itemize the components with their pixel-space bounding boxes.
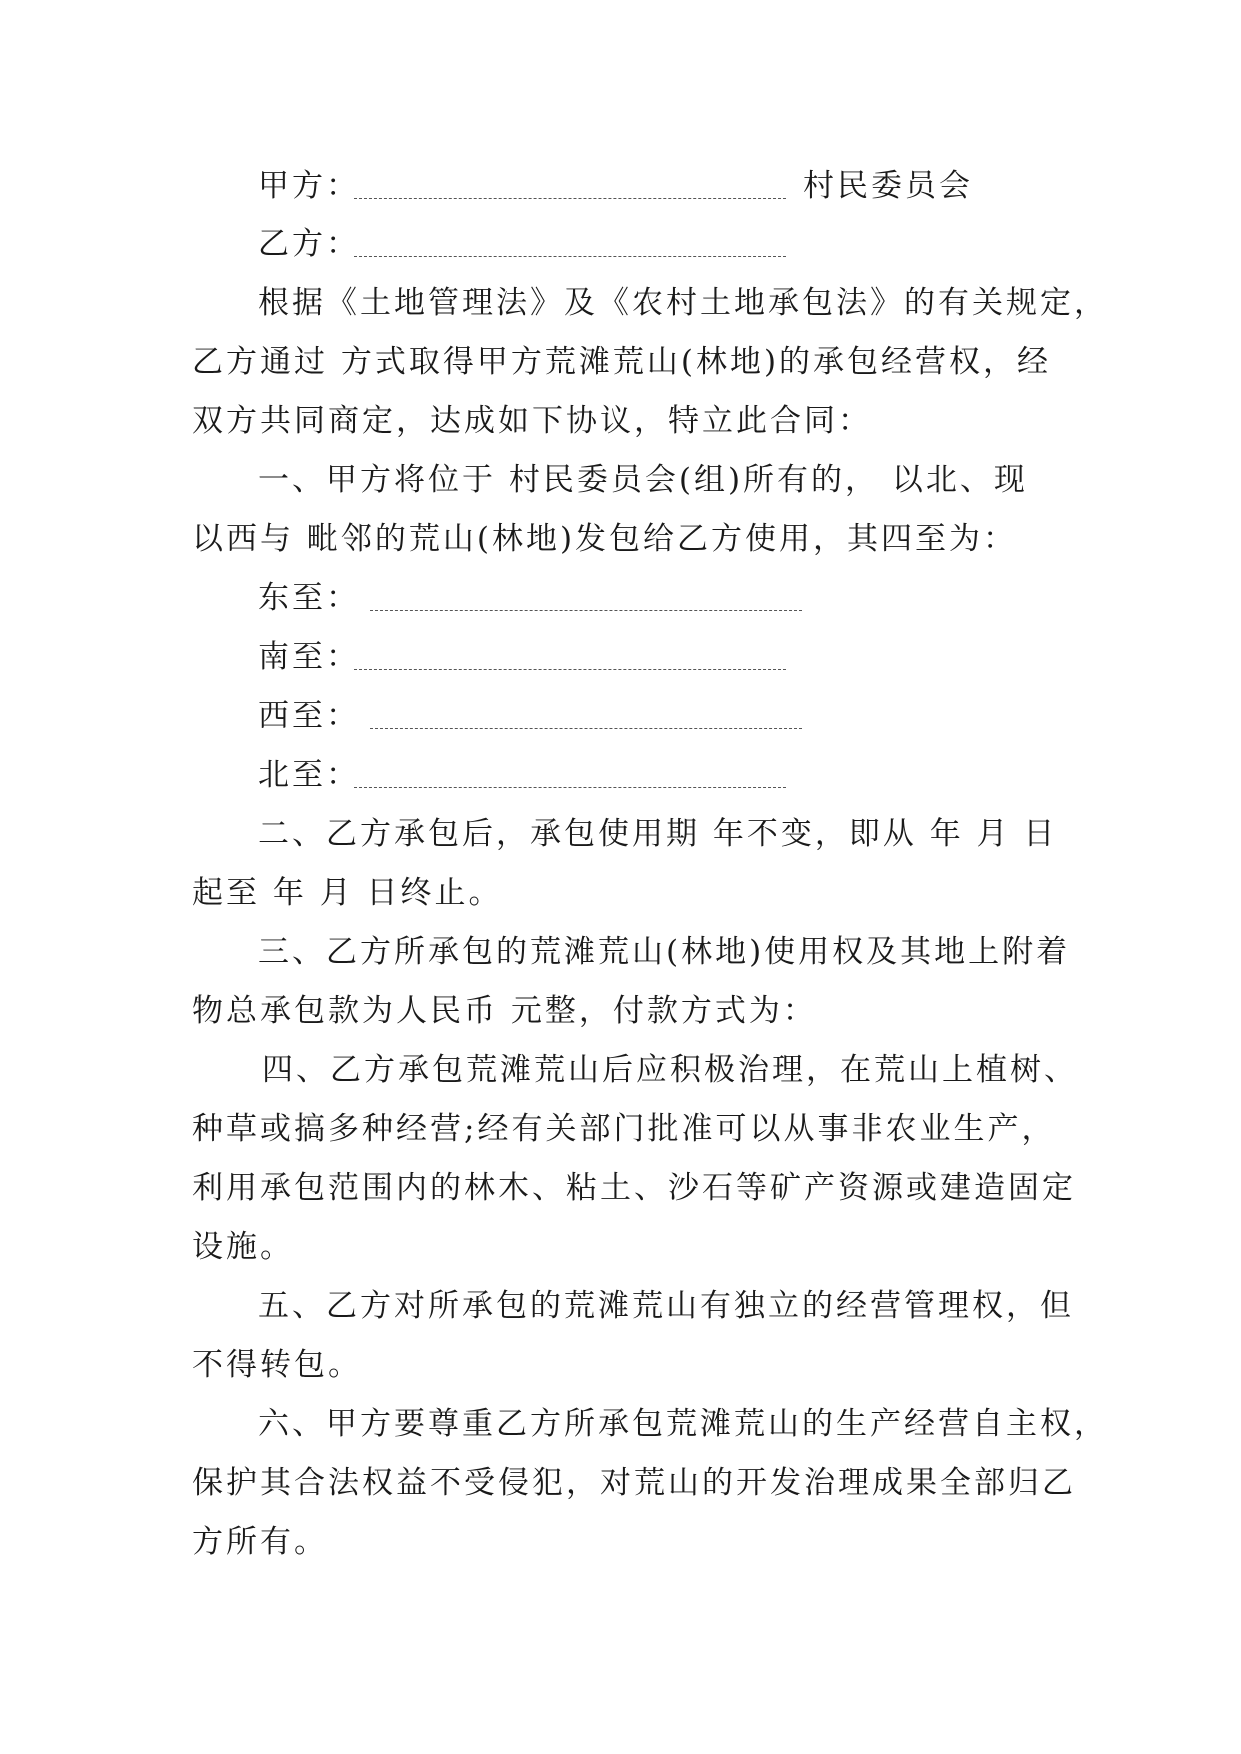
party-a-label: 甲方：	[258, 168, 360, 204]
party-b-label: 乙方：	[258, 226, 360, 262]
boundary-east-blank	[370, 610, 802, 611]
clause4-line-2: 种草或搞多种经营;经有关部门批准可以从事非农业生产，	[192, 1111, 1056, 1147]
boundary-west-blank	[370, 728, 802, 729]
clause2-line-1: 二、乙方承包后，承包使用期 年不变，即从 年 月 日	[258, 816, 1058, 852]
clause5-line-1: 五、乙方对所承包的荒滩荒山有独立的经营管理权，但	[258, 1288, 1074, 1324]
clause2-line-2: 起至 年 月 日终止。	[192, 875, 503, 911]
boundary-south-label: 南至：	[258, 639, 360, 675]
clause4-line-4: 设施。	[192, 1229, 294, 1265]
clause6-line-3: 方所有。	[192, 1524, 328, 1560]
clause4-line-1: 四、乙方承包荒滩荒山后应积极治理，在荒山上植树、	[262, 1052, 1078, 1088]
clause6-line-1: 六、甲方要尊重乙方所承包荒滩荒山的生产经营自主权，	[258, 1406, 1108, 1442]
intro-line-1: 根据《土地管理法》及《农村土地承包法》的有关规定，	[258, 285, 1108, 321]
clause4-line-3: 利用承包范围内的林木、粘土、沙石等矿产资源或建造固定	[192, 1170, 1076, 1206]
clause6-line-2: 保护其合法权益不受侵犯，对荒山的开发治理成果全部归乙	[192, 1465, 1076, 1501]
clause3-line-2: 物总承包款为人民币 元整，付款方式为：	[192, 993, 817, 1029]
boundary-north-label: 北至：	[258, 757, 360, 793]
intro-line-3: 双方共同商定，达成如下协议，特立此合同：	[192, 403, 872, 439]
boundary-east-label: 东至：	[258, 580, 360, 616]
party-a-suffix: 村民委员会	[803, 168, 973, 204]
clause1-line-1: 一、甲方将位于 村民委员会(组)所有的， 以北、现	[258, 462, 1028, 498]
clause3-line-1: 三、乙方所承包的荒滩荒山(林地)使用权及其地上附着	[258, 934, 1071, 970]
intro-line-2: 乙方通过 方式取得甲方荒滩荒山(林地)的承包经营权，经	[192, 344, 1052, 380]
party-a-blank	[354, 198, 786, 199]
boundary-west-label: 西至：	[258, 698, 360, 734]
boundary-south-blank	[354, 669, 786, 670]
boundary-north-blank	[354, 787, 786, 788]
party-b-blank	[354, 256, 786, 257]
clause1-line-2: 以西与 毗邻的荒山(林地)发包给乙方使用，其四至为：	[192, 521, 1018, 557]
clause5-line-2: 不得转包。	[192, 1347, 362, 1383]
